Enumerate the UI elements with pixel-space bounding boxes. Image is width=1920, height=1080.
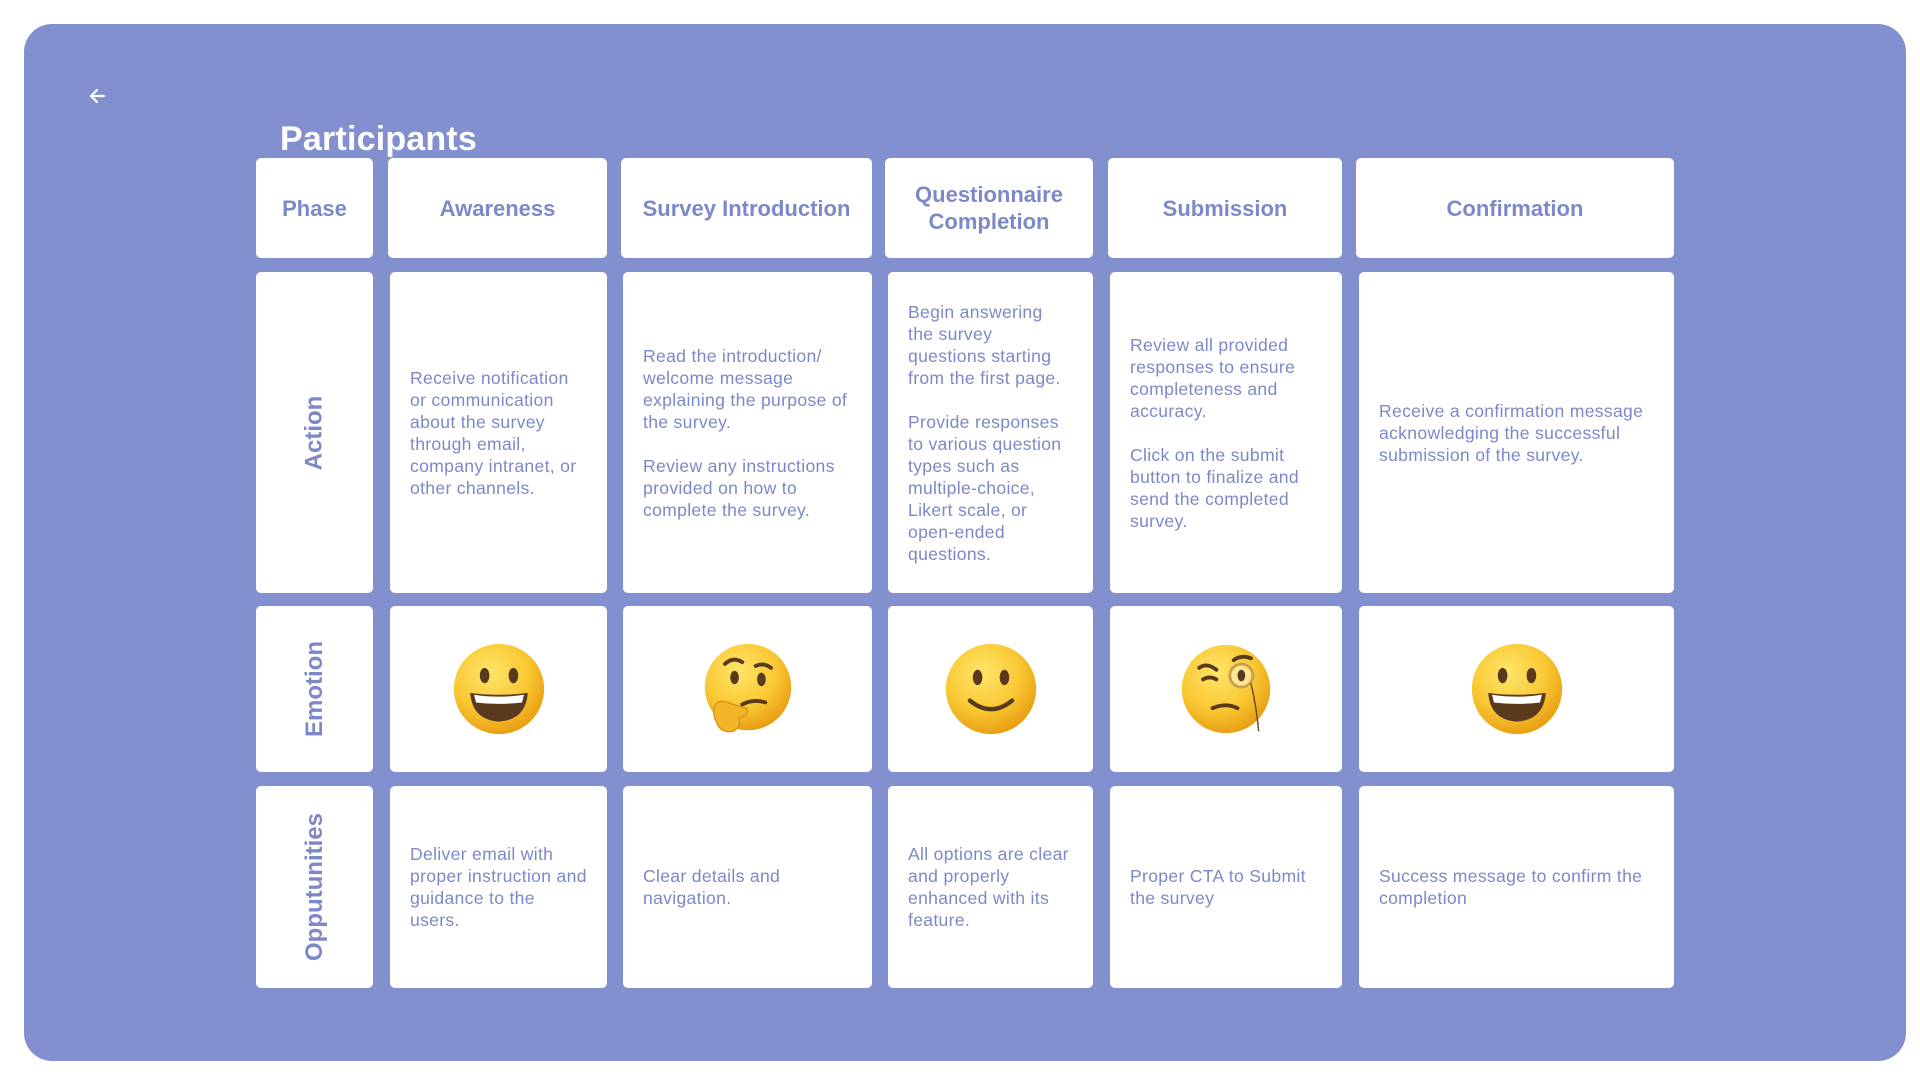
header-awareness xyxy=(388,158,607,258)
row-label-opportunities-text: Opputunities xyxy=(300,813,328,961)
opportunity-cell-survey-introduction: Clear details and navigation. xyxy=(623,786,872,988)
row-label-emotion xyxy=(256,606,373,772)
opportunity-cell-questionnaire-completion: All options are clear and properly enhanced with its feature. xyxy=(888,786,1093,988)
row-label-opportunities xyxy=(256,786,373,988)
slightly-smiling-face-icon xyxy=(943,641,1039,737)
grinning-face-icon xyxy=(1469,641,1565,737)
header-awareness-label: Awareness xyxy=(439,195,556,221)
opportunity-cell-awareness: Deliver email with proper instruction and guidance to the users. xyxy=(390,786,607,988)
grinning-face-icon xyxy=(451,641,547,737)
header-confirmation-label: Confirmation xyxy=(1446,195,1584,221)
action-cell-submission: Review all provided responses to ensure completeness and accuracy. Click on the submit button to finalize and send the completed survey. xyxy=(1110,272,1342,593)
emotion-cell-submission xyxy=(1110,606,1342,772)
action-cell-questionnaire-completion: Begin answering the survey questions starting from the first page. Provide responses to various question types such as multiple-choice, Likert scale, or open-ended questions. xyxy=(888,272,1093,593)
header-survey-introduction-label: Survey Introduction xyxy=(642,195,851,221)
header-questionnaire-completion xyxy=(885,158,1093,258)
emotion-cell-awareness xyxy=(390,606,607,772)
face-with-monocle-icon xyxy=(1178,641,1274,737)
row-label-action xyxy=(256,272,373,593)
header-questionnaire-completion-label: Questionnaire Completion xyxy=(915,182,1063,234)
opportunity-cell-confirmation: Success message to confirm the completion xyxy=(1359,786,1674,988)
back-arrow-icon[interactable] xyxy=(84,82,112,110)
header-phase xyxy=(256,158,373,258)
thinking-face-icon xyxy=(700,641,796,737)
header-survey-introduction xyxy=(621,158,872,258)
action-cell-confirmation: Receive a confirmation message acknowledging the successful submission of the survey. xyxy=(1359,272,1674,593)
header-confirmation xyxy=(1356,158,1674,258)
emotion-cell-questionnaire-completion xyxy=(888,606,1093,772)
row-label-emotion-text: Emotion xyxy=(300,641,328,737)
header-submission-label: Submission xyxy=(1162,195,1288,221)
row-label-action-text: Action xyxy=(300,395,328,470)
action-cell-survey-introduction: Read the introduction/ welcome message explaining the purpose of the survey. Review any instructions provided on how to complete the survey. xyxy=(623,272,872,593)
header-submission xyxy=(1108,158,1342,258)
opportunity-cell-submission: Proper CTA to Submit the survey xyxy=(1110,786,1342,988)
page-title: Participants xyxy=(280,120,478,158)
journey-map-panel xyxy=(24,24,1906,1061)
emotion-cell-confirmation xyxy=(1359,606,1674,772)
action-cell-awareness: Receive notification or communication about the survey through email, company intranet, or other channels. xyxy=(390,272,607,593)
emotion-cell-survey-introduction xyxy=(623,606,872,772)
header-phase-label: Phase xyxy=(282,195,347,221)
